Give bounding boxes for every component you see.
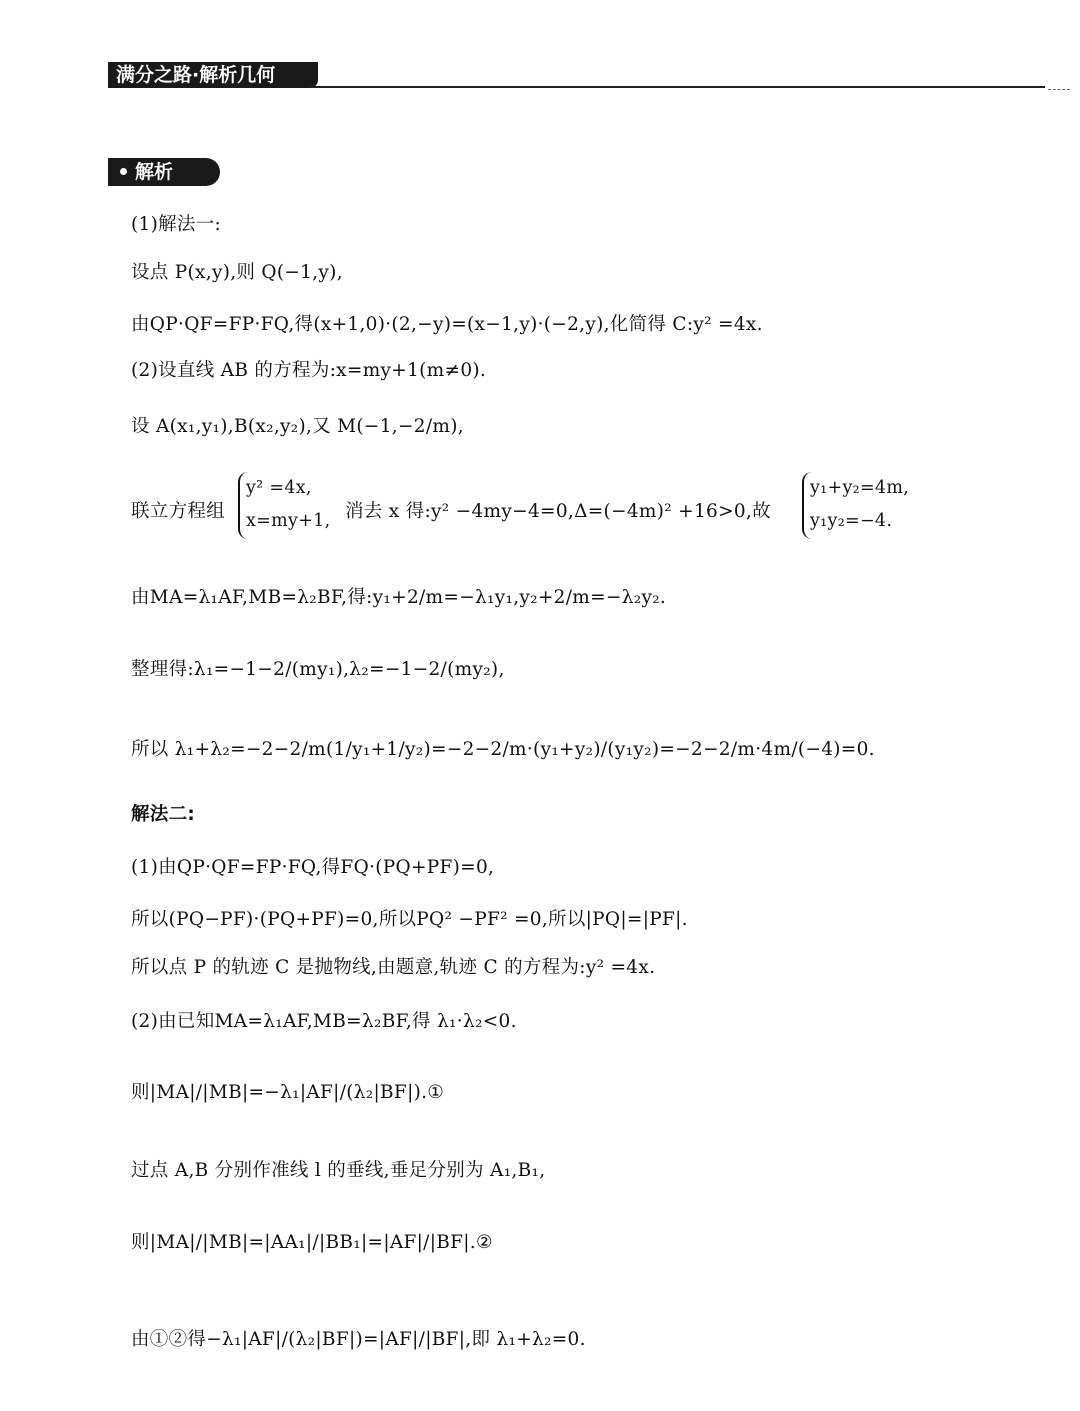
left-brace-system xyxy=(238,472,330,539)
solution-line: 由MA=λ₁AF,MB=λ₂BF,得:y₁+2/m=−λ₁y₁,y₂+2/m=−λ₂y₂. xyxy=(131,587,667,608)
vieta-system xyxy=(798,472,909,539)
system-eq-1: y² =4x, xyxy=(246,478,312,498)
solution-line: 则|MA|/|MB|=−λ₁|AF|/(λ₂|BF|).① xyxy=(131,1082,445,1103)
solution-line: 所以点 P 的轨迹 C 是抛物线,由题意,轨迹 C 的方程为:y² =4x. xyxy=(131,957,656,978)
solution-line: (1)由QP·QF=FP·FQ,得FQ·(PQ+PF)=0, xyxy=(131,857,495,878)
system-eq-2: x=my+1, xyxy=(246,511,331,532)
solution-line: (2)设直线 AB 的方程为:x=my+1(m≠0). xyxy=(131,360,487,381)
solution-line: 所以 λ₁+λ₂=−2−2/m(1/y₁+1/y₂)=−2−2/m·(y₁+y₂)/(y₁y₂)=−2−2/m·4m/(−4)=0. xyxy=(131,739,875,760)
solution-line: 消去 x 得:y² −4my−4=0,Δ=(−4m)² +16>0,故 xyxy=(345,501,771,522)
book-header-title: 满分之路·解析几何 xyxy=(108,62,318,88)
solution-line: 由QP·QF=FP·FQ,得(x+1,0)·(2,−y)=(x−1,y)·(−2,y),化简得 C:y² =4x. xyxy=(131,314,763,335)
solution-line: 所以(PQ−PF)·(PQ+PF)=0,所以PQ² −PF² =0,所以|PQ|=|PF|. xyxy=(131,909,688,930)
vieta-eq-2: y₁y₂=−4. xyxy=(810,511,893,532)
vieta-eq-1: y₁+y₂=4m, xyxy=(810,478,910,498)
bullet-icon xyxy=(120,168,127,175)
header-rule xyxy=(310,86,1045,88)
solution-line: (1)解法一: xyxy=(131,214,222,235)
section-badge xyxy=(108,158,220,186)
header-rule-tail xyxy=(1048,89,1070,90)
solution-line: 则|MA|/|MB|=|AA₁|/|BB₁|=|AF|/|BF|.② xyxy=(131,1232,493,1253)
equation-system xyxy=(234,472,330,539)
solution-line: (2)由已知MA=λ₁AF,MB=λ₂BF,得 λ₁·λ₂<0. xyxy=(131,1011,517,1032)
solution-line: 整理得:λ₁=−1−2/(my₁),λ₂=−1−2/(my₂), xyxy=(131,659,505,680)
right-brace-system xyxy=(802,472,909,539)
solution-line: 联立方程组 xyxy=(131,501,226,522)
method-two-heading: 解法二: xyxy=(131,804,196,825)
solution-line: 由①②得−λ₁|AF|/(λ₂|BF|)=|AF|/|BF|,即 λ₁+λ₂=0. xyxy=(131,1329,586,1350)
solution-line: 过点 A,B 分别作准线 l 的垂线,垂足分别为 A₁,B₁, xyxy=(131,1160,546,1181)
section-label: 解析 xyxy=(135,161,174,183)
solution-line: 设点 P(x,y),则 Q(−1,y), xyxy=(131,262,343,283)
solution-line: 设 A(x₁,y₁),B(x₂,y₂),又 M(−1,−2/m), xyxy=(131,416,464,437)
